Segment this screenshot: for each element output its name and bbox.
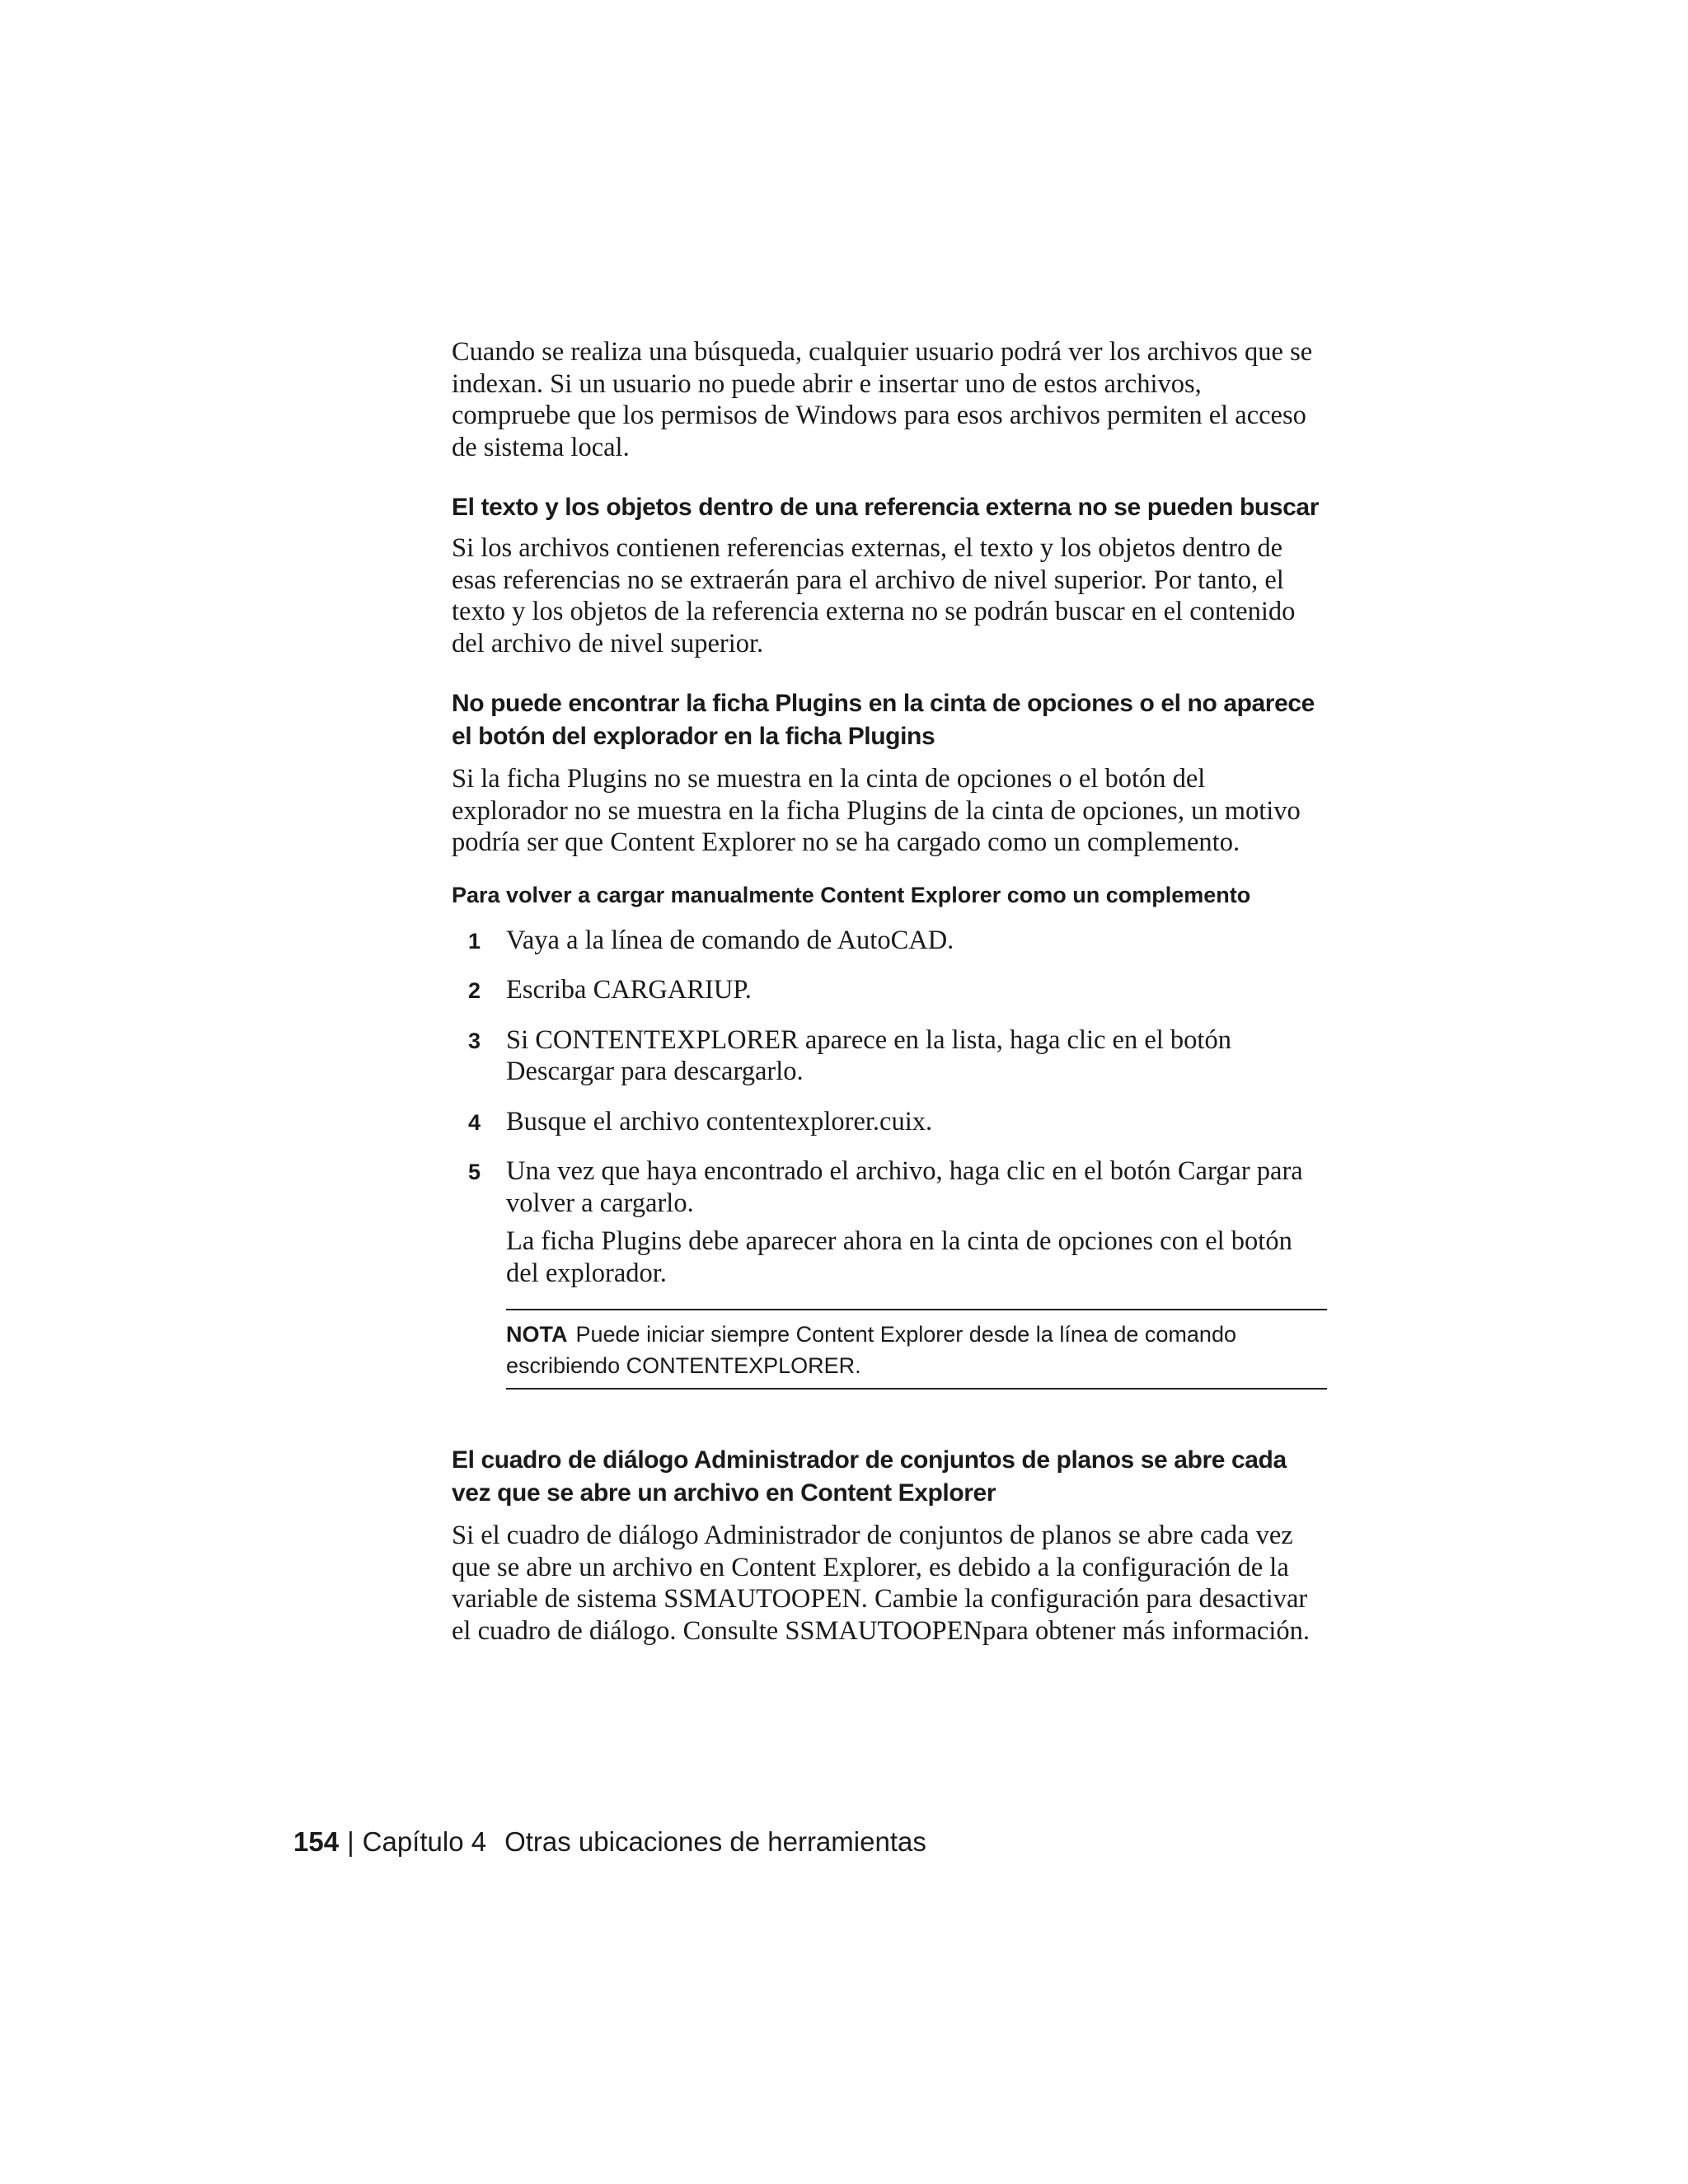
procedure-steps	[452, 925, 1327, 1290]
step-number: 5	[468, 1160, 481, 1184]
note-text: Puede iniciar siempre Content Explorer desde la línea de comando escribiendo CONTENTEXPLORER.	[506, 1322, 1236, 1378]
sheetset-section-body: Si el cuadro de diálogo Administrador de conjuntos de planos se abre cada vez que se abre un archivo en Content Explorer, es debido a la configuración de la variable de sistema SSMAUTOOPEN. Cambie la configuración para desactivar el cuadro de diálogo. Consulte SSMAUTOOPENpara obtener más información.	[452, 1521, 1310, 1646]
step-5-result: La ficha Plugins debe aparecer ahora en la cinta de opciones con el botón del explorador.	[506, 1226, 1292, 1288]
page-footer	[293, 1824, 926, 1860]
step-number: 4	[468, 1109, 481, 1135]
sheetset-section-heading: El cuadro de diálogo Administrador de conjuntos de planos se abre cada vez que se abre un archivo en Content Explorer	[452, 1446, 1287, 1507]
note-label: NOTA	[506, 1322, 568, 1347]
step-number: 2	[468, 978, 481, 1003]
step-3	[452, 1024, 1327, 1088]
step-number: 1	[468, 928, 481, 954]
page-content	[452, 336, 1327, 1647]
step-text: Vaya a la línea de comando de AutoCAD.	[506, 925, 954, 955]
note-box	[506, 1309, 1327, 1390]
step-1	[452, 925, 1327, 957]
page-number: 154	[293, 1826, 340, 1857]
plugins-section-heading: No puede encontrar la ficha Plugins en la cinta de opciones o el no aparece el botón del explorador en la ficha Plugins	[452, 690, 1315, 750]
intro-paragraph: Cuando se realiza una búsqueda, cualquier usuario podrá ver los archivos que se indexan. Si un usuario no puede abrir e insertar uno de estos archivos, compruebe que los permisos de Windows para esos archivos permiten el acceso de sistema local.	[452, 337, 1313, 462]
chapter-label: Capítulo 4	[362, 1826, 487, 1857]
footer-separator: |	[347, 1826, 354, 1857]
step-number: 3	[468, 1028, 481, 1053]
step-5	[452, 1155, 1327, 1289]
plugins-section-body: Si la ficha Plugins no se muestra en la cinta de opciones o el botón del explorador no se muestra en la ficha Plugins de la cinta de opciones, un motivo podría ser que Content Explorer no se ha cargado como un complemento.	[452, 764, 1301, 857]
step-text: Escriba CARGARIUP.	[506, 975, 752, 1005]
xref-section-body: Si los archivos contienen referencias externas, el texto y los objetos dentro de esas referencias no se extraerán para el archivo de nivel superior. Por tanto, el texto y los objetos de la referencia externa no se podrán buscar en el contenido del archivo de nivel superior.	[452, 533, 1296, 658]
chapter-title: Otras ubicaciones de herramientas	[504, 1826, 926, 1857]
procedure-title: Para volver a cargar manualmente Content Explorer como un complemento	[452, 882, 1251, 907]
step-4	[452, 1106, 1327, 1138]
step-text: Si CONTENTEXPLORER aparece en la lista, haga clic en el botón Descargar para descargarlo.	[506, 1024, 1231, 1086]
step-text: Busque el archivo contentexplorer.cuix.	[506, 1106, 933, 1137]
step-text: Una vez que haya encontrado el archivo, haga clic en el botón Cargar para volver a cargarlo.	[506, 1156, 1303, 1218]
step-2	[452, 974, 1327, 1006]
xref-section-heading: El texto y los objetos dentro de una referencia externa no se pueden buscar	[452, 494, 1319, 521]
